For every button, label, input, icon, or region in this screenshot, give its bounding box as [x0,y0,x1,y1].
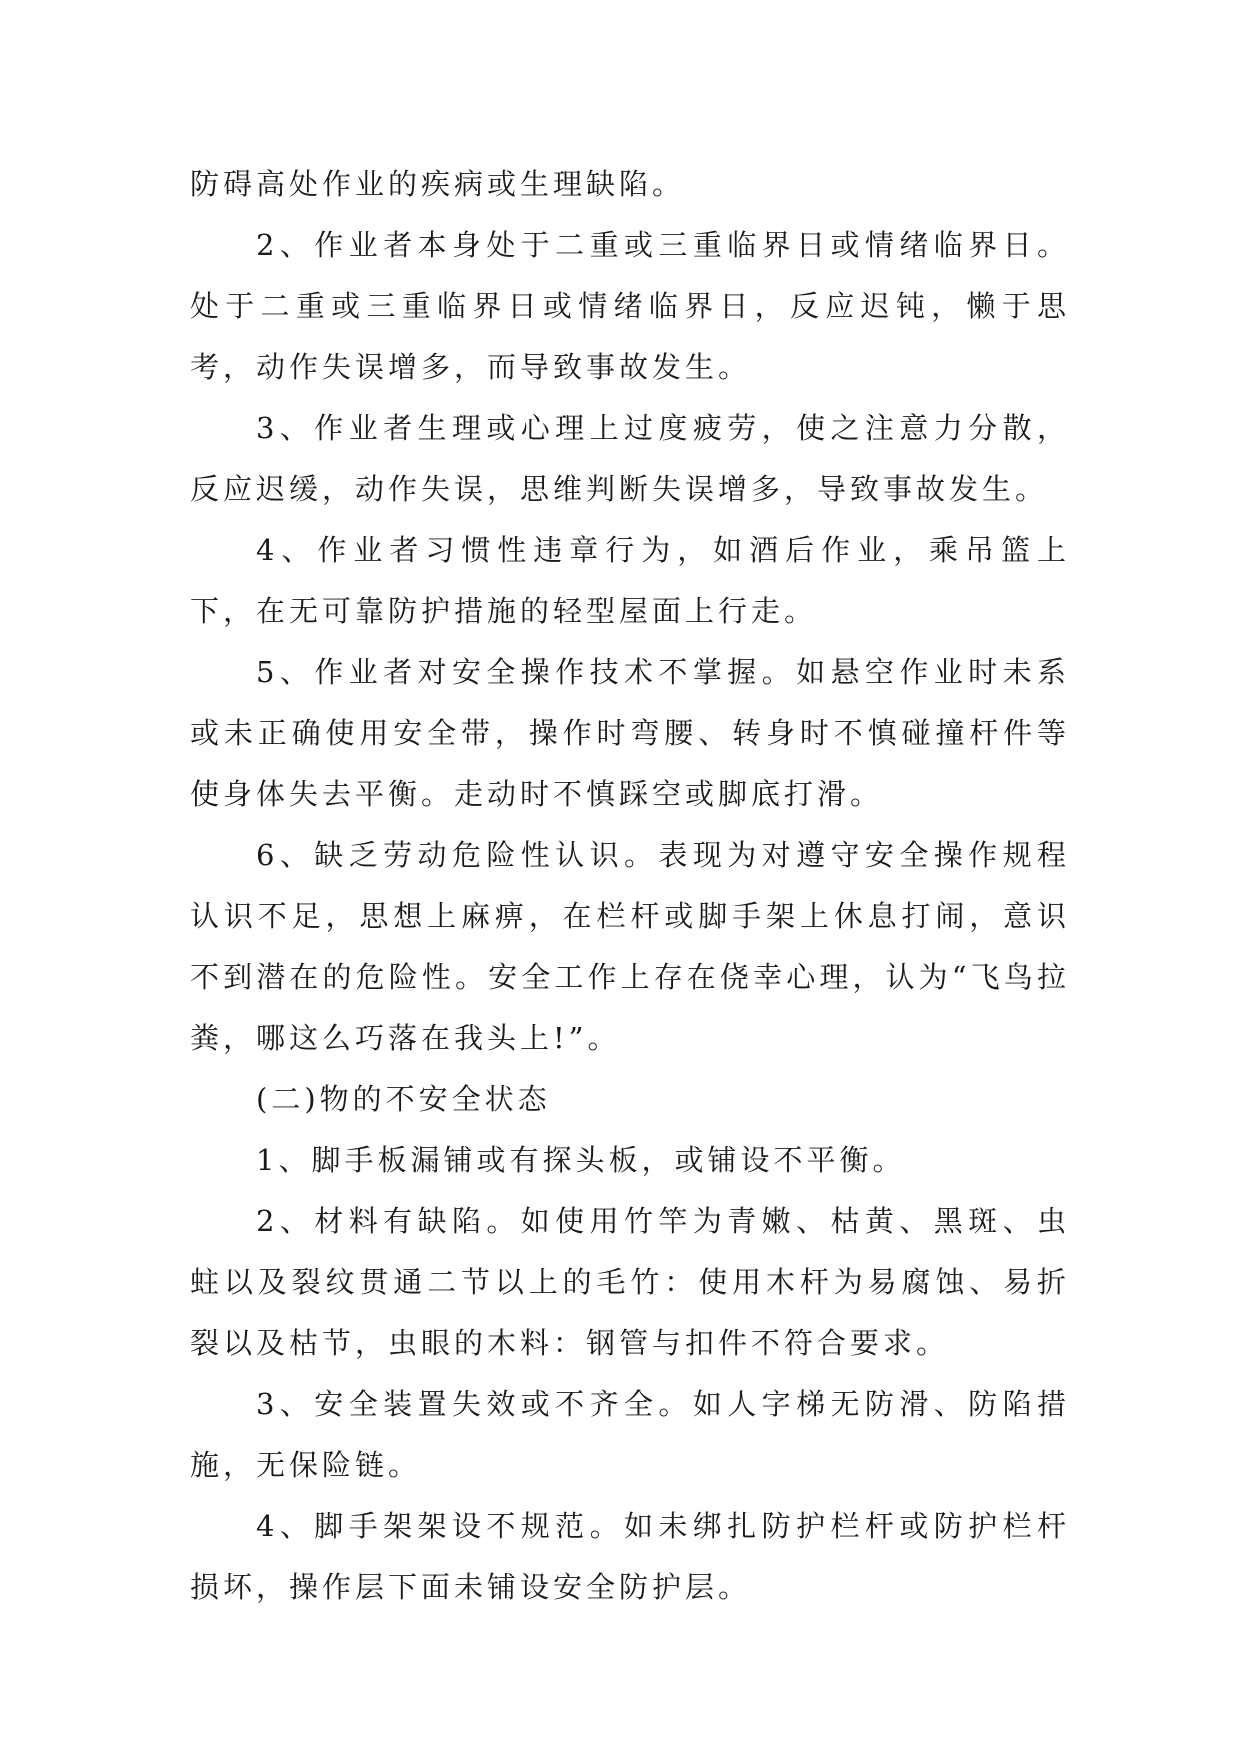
document-body [190,154,1070,1618]
paragraph-9: 3、安全装置失效或不齐全。如人字梯无防滑、防陷措施，无保险链。 [190,1387,1070,1482]
section-heading: (二)物的不安全状态 [256,1082,551,1116]
paragraph-2: 2、作业者本身处于二重或三重临界日或情绪临界日。处于二重或三重临界日或情绪临界日，反应迟钝，懒于思考，动作失误增多，而导致事故发生。 [190,228,1070,384]
paragraph-6: 6、缺乏劳动危险性认识。表现为对遵守安全操作规程认识不足，思想上麻痹，在栏杆或脚手架上休息打闹，意识不到潜在的危险性。安全工作上存在侥幸心理，认为“飞鸟拉粪，哪这么巧落在我头上!”。 [190,838,1070,1055]
paragraph-8: 2、材料有缺陷。如使用竹竿为青嫩、枯黄、黑斑、虫蛀以及裂纹贯通二节以上的毛竹：使用木杆为易腐蚀、易折裂以及枯节，虫眼的木料：钢管与扣件不符合要求。 [190,1204,1070,1360]
paragraph-5: 5、作业者对安全操作技术不掌握。如悬空作业时未系或未正确使用安全带，操作时弯腰、转身时不慎碰撞杆件等使身体失去平衡。走动时不慎踩空或脚底打滑。 [190,655,1070,811]
paragraph-7: 1、脚手板漏铺或有探头板，或铺设不平衡。 [256,1143,906,1177]
paragraph-10: 4、脚手架架设不规范。如未绑扎防护栏杆或防护栏杆损坏，操作层下面未铺设安全防护层。 [190,1509,1070,1604]
paragraph-1: 防碍高处作业的疾病或生理缺陷。 [190,167,686,201]
paragraph-3: 3、作业者生理或心理上过度疲劳，使之注意力分散，反应迟缓，动作失误，思维判断失误增多，导致事故发生。 [190,411,1070,506]
paragraph-4: 4、作业者习惯性违章行为，如酒后作业，乘吊篮上下，在无可靠防护措施的轻型屋面上行走。 [190,533,1070,628]
